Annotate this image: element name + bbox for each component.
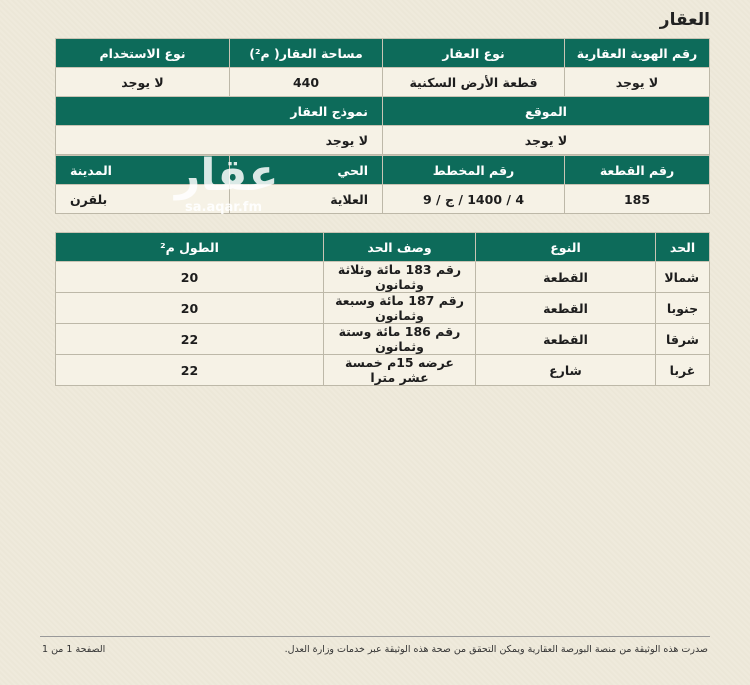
boundary-direction: جنوبا bbox=[656, 293, 710, 324]
boundary-direction: شرقا bbox=[656, 324, 710, 355]
boundary-description: رقم 187 مائة وسبعة وثمانون bbox=[324, 293, 476, 324]
header-plot-number: رقم القطعة bbox=[565, 156, 710, 185]
header-boundary: الحد bbox=[656, 233, 710, 262]
plot-table bbox=[55, 155, 710, 214]
value-plan-number: 4 / 1400 / ج / 9 bbox=[383, 185, 565, 214]
boundary-length: 20 bbox=[56, 293, 324, 324]
location-table bbox=[55, 96, 710, 155]
page-number: الصفحة 1 من 1 bbox=[42, 644, 106, 655]
table-row bbox=[56, 355, 710, 386]
value-property-type: قطعة الأرض السكنية bbox=[383, 68, 565, 97]
boundary-description: رقم 186 مائة وستة وثمانون bbox=[324, 324, 476, 355]
header-type: النوع bbox=[476, 233, 656, 262]
watermark-url: sa.aqar.fm bbox=[185, 200, 262, 215]
boundary-type: القطعة bbox=[476, 324, 656, 355]
boundary-type: القطعة bbox=[476, 262, 656, 293]
footer-note: صدرت هذه الوثيقة من منصة البورصة العقارية ويمكن التحقق من صحة هذه الوثيقة عبر خدمات وزارة العدل. bbox=[284, 644, 708, 655]
value-city: بلقرن bbox=[56, 185, 230, 214]
boundary-type: شارع bbox=[476, 355, 656, 386]
footer-divider bbox=[40, 636, 710, 637]
header-property-type: نوع العقار bbox=[383, 39, 565, 68]
value-property-model: لا يوجد bbox=[56, 126, 383, 155]
property-info-table bbox=[55, 38, 710, 97]
header-usage-type: نوع الاستخدام bbox=[56, 39, 230, 68]
boundary-direction: شمالا bbox=[656, 262, 710, 293]
boundary-length: 22 bbox=[56, 355, 324, 386]
value-plot-number: 185 bbox=[565, 185, 710, 214]
table-row bbox=[56, 262, 710, 293]
value-usage-type: لا يوجد bbox=[56, 68, 230, 97]
watermark-logo: عقار bbox=[175, 150, 279, 201]
header-plan-number: رقم المخطط bbox=[383, 156, 565, 185]
boundary-description: عرضه 15م خمسة عشر مترا bbox=[324, 355, 476, 386]
header-property-model: نموذج العقار bbox=[56, 97, 383, 126]
header-property-id: رقم الهوية العقارية bbox=[565, 39, 710, 68]
header-description: وصف الحد bbox=[324, 233, 476, 262]
section-title: العقار bbox=[659, 10, 710, 30]
boundaries-table bbox=[55, 232, 710, 386]
header-city: المدينة bbox=[56, 156, 230, 185]
table-row bbox=[56, 293, 710, 324]
header-property-area: مساحة العقار( م²) bbox=[230, 39, 383, 68]
boundary-type: القطعة bbox=[476, 293, 656, 324]
boundary-direction: غربا bbox=[656, 355, 710, 386]
value-location: لا يوجد bbox=[383, 126, 710, 155]
header-location: الموقع bbox=[383, 97, 710, 126]
table-row bbox=[56, 324, 710, 355]
value-property-id: لا يوجد bbox=[565, 68, 710, 97]
value-district: العلاية bbox=[230, 185, 383, 214]
header-district: الحي bbox=[230, 156, 383, 185]
boundary-length: 22 bbox=[56, 324, 324, 355]
boundary-length: 20 bbox=[56, 262, 324, 293]
value-property-area: 440 bbox=[230, 68, 383, 97]
boundary-description: رقم 183 مائة وثلاثة وثمانون bbox=[324, 262, 476, 293]
header-length: الطول م² bbox=[56, 233, 324, 262]
